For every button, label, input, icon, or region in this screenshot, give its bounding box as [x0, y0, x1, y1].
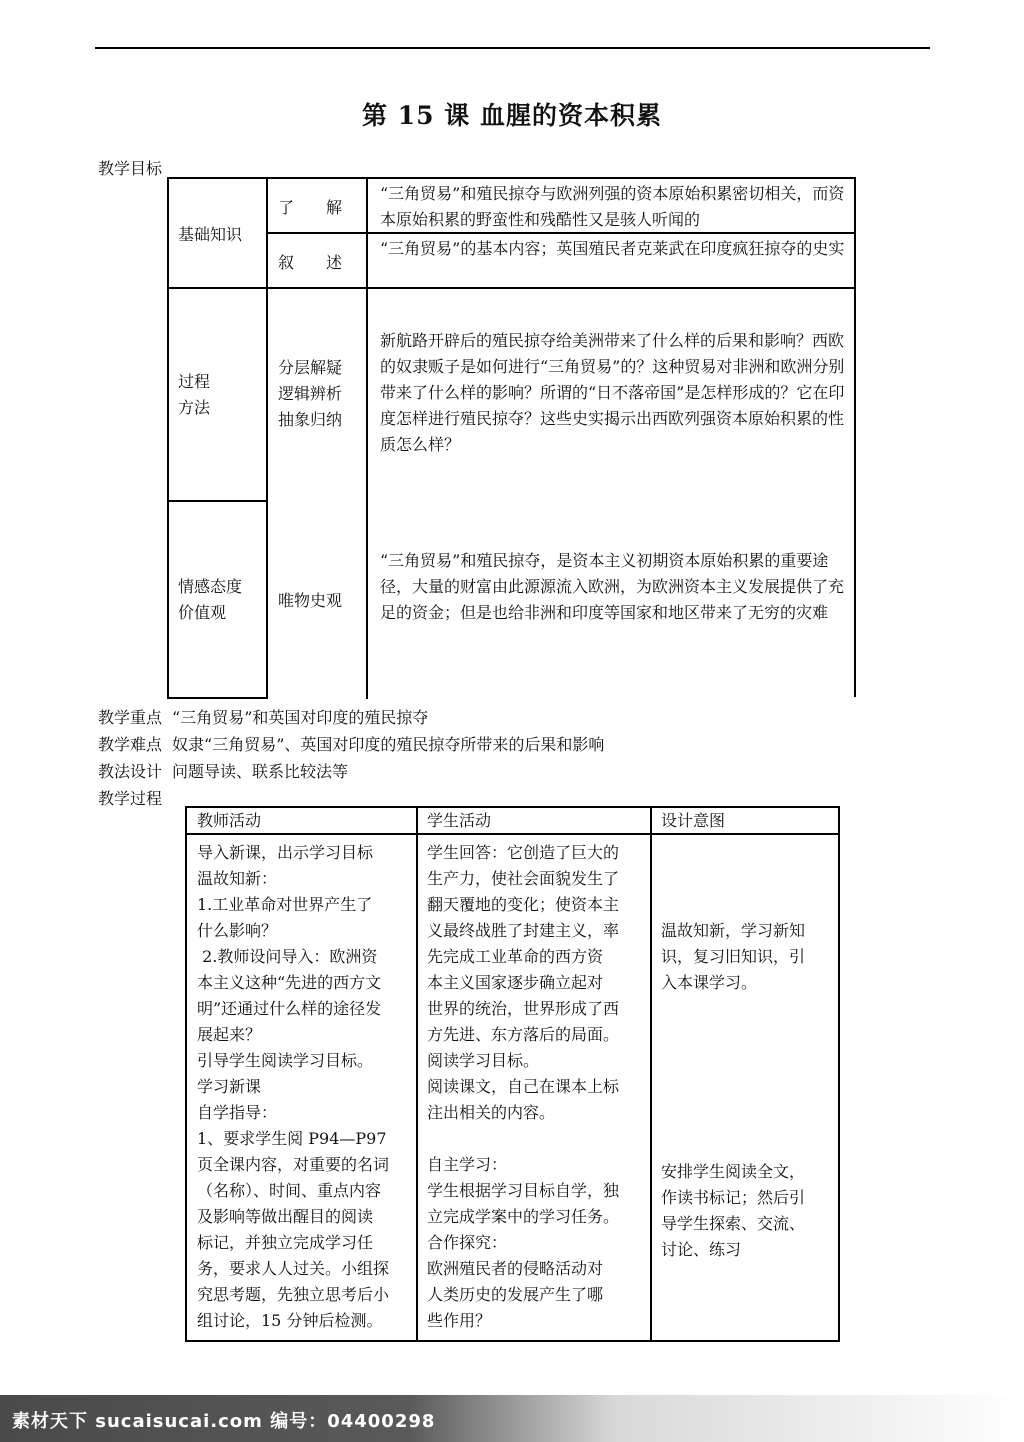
watermark-text: 素材天下 sucaisucai.com 编号：04400298 [12, 1411, 436, 1432]
student-line [427, 1126, 647, 1152]
teacher-line: 导入新课，出示学习目标 [197, 843, 374, 862]
objectives-heading: 教学目标 [98, 159, 163, 178]
design-line: 讨论、练习 [661, 1240, 742, 1259]
student-line: 本主义国家逐步确立起对 [427, 973, 604, 992]
student-line: 人类历史的发展产生了哪 [427, 1285, 604, 1304]
process-method-approach: 分层解疑 逻辑辨析 抽象归纳 [278, 358, 343, 429]
teacher-line: 温故知新： [197, 869, 278, 888]
verb-narrate: 叙 述 [278, 253, 343, 272]
teacher-line: 引导学生阅读学习目标。 [197, 1051, 374, 1070]
teacher-line: 及影响等做出醒目的阅读 [197, 1207, 374, 1226]
key-points-row [98, 705, 428, 728]
student-line: 阅读学习目标。 [427, 1051, 540, 1070]
header-design: 设计意图 [661, 811, 726, 830]
page-title: 第 15 课 血腥的资本积累 [362, 101, 662, 130]
student-line: 学生根据学习目标自学，独 [427, 1181, 620, 1200]
watermark-bar [0, 1395, 1024, 1442]
emotion-values-approach: 唯物史观 [278, 591, 343, 610]
student-line: 生产力，使社会面貌发生了 [427, 869, 620, 888]
process-method-label: 过程 方法 [178, 372, 211, 417]
process-table [185, 806, 840, 1342]
student-line: 先完成工业革命的西方资 [427, 947, 604, 966]
teacher-line: 自学指导： [197, 1103, 278, 1122]
teacher-line: （名称）、时间、重点内容 [197, 1181, 382, 1200]
design-line: 识，复习旧知识，引 [661, 947, 806, 966]
design-intent-2 [661, 1159, 836, 1263]
verb-understand: 了 解 [278, 198, 343, 217]
header-student: 学生活动 [427, 811, 492, 830]
teacher-activity [197, 840, 411, 1334]
teacher-line: 组讨论，15 分钟后检测。 [197, 1311, 383, 1330]
student-line: 义最终战胜了封建主义，率 [427, 921, 620, 940]
teacher-line: 1、要求学生阅 P94—P97 [197, 1129, 387, 1148]
emotion-values-text: “三角贸易”和殖民掠夺，是资本主义初期资本原始积累的重要途径，大量的财富由此源源流入欧洲，为欧洲资本主义发展提供了充足的资金；但是也给非洲和印度等国家和地区带来了无穷的灾难 [380, 551, 845, 622]
teacher-line: 务，要求人人过关。小组探 [197, 1259, 390, 1278]
design-line: 导学生探索、交流、 [661, 1214, 806, 1233]
emotion-values-label: 情感态度 价值观 [178, 577, 243, 622]
design-line: 作读书标记；然后引 [661, 1188, 806, 1207]
difficulties-value: 奴隶“三角贸易”、英国对印度的殖民掠夺所带来的后果和影响 [172, 735, 605, 754]
student-activity [427, 840, 647, 1334]
difficulties-row [98, 732, 604, 755]
teacher-line: 本主义这种“先进的西方文 [197, 973, 382, 992]
teacher-line: 标记，并独立完成学习任 [197, 1233, 374, 1252]
student-line: 欧洲殖民者的侵略活动对 [427, 1259, 604, 1278]
teacher-line: 明”还通过什么样的途径发 [197, 999, 382, 1018]
teacher-line: 学习新课 [197, 1077, 262, 1096]
basic-row-2-text: “三角贸易”的基本内容；英国殖民者克莱武在印度疯狂掠夺的史实 [380, 239, 845, 258]
teacher-line: 展起来？ [197, 1025, 262, 1044]
student-line: 立完成学案中的学习任务。 [427, 1207, 620, 1226]
difficulties-label: 教学难点 [98, 735, 163, 754]
header-rule [95, 47, 930, 49]
key-points-label: 教学重点 [98, 708, 163, 727]
key-points-value: “三角贸易”和英国对印度的殖民掠夺 [172, 708, 429, 727]
student-line: 学生回答：它创造了巨大的 [427, 843, 620, 862]
student-line: 方先进、东方落后的局面。 [427, 1025, 620, 1044]
student-line: 阅读课文，自己在课本上标 [427, 1077, 620, 1096]
design-intent-1 [661, 918, 836, 996]
process-heading: 教学过程 [98, 789, 163, 808]
student-line: 自主学习： [427, 1155, 508, 1174]
method-design-label: 教法设计 [98, 762, 163, 781]
method-design-row [98, 759, 348, 782]
design-line: 安排学生阅读全文， [661, 1162, 806, 1181]
student-line: 翻天覆地的变化；使资本主 [427, 895, 620, 914]
teacher-line: 究思考题，先独立思考后小 [197, 1285, 390, 1304]
design-line: 温故知新，学习新知 [661, 921, 806, 940]
teacher-line: 1.工业革命对世界产生了 [197, 895, 373, 914]
student-line: 些作用？ [427, 1311, 492, 1330]
header-teacher: 教师活动 [197, 811, 262, 830]
teacher-line: 页全课内容，对重要的名词 [197, 1155, 390, 1174]
basic-knowledge-label: 基础知识 [178, 225, 243, 244]
basic-row-1-text: “三角贸易”和殖民掠夺与欧洲列强的资本原始积累密切相关，而资本原始积累的野蛮性和残酷性又是骇人听闻的 [380, 184, 845, 229]
student-line: 世界的统治，世界形成了西 [427, 999, 620, 1018]
teacher-line: 2.教师设问导入：欧洲资 [197, 947, 378, 966]
student-line: 注出相关的内容。 [427, 1103, 556, 1122]
design-line: 入本课学习。 [661, 973, 758, 992]
teacher-line: 什么影响？ [197, 921, 278, 940]
method-design-value: 问题导读、联系比较法等 [172, 762, 349, 781]
process-method-text: 新航路开辟后的殖民掠夺给美洲带来了什么样的后果和影响？西欧的奴隶贩子是如何进行“三角贸易”的？这种贸易对非洲和欧洲分别带来了什么样的影响？所谓的“日不落帝国”是怎样形成的？它在印度怎样进行殖民掠夺？这些史实揭示出西欧列强资本原始积累的性质怎么样？ [380, 331, 845, 454]
student-line: 合作探究： [427, 1233, 508, 1252]
